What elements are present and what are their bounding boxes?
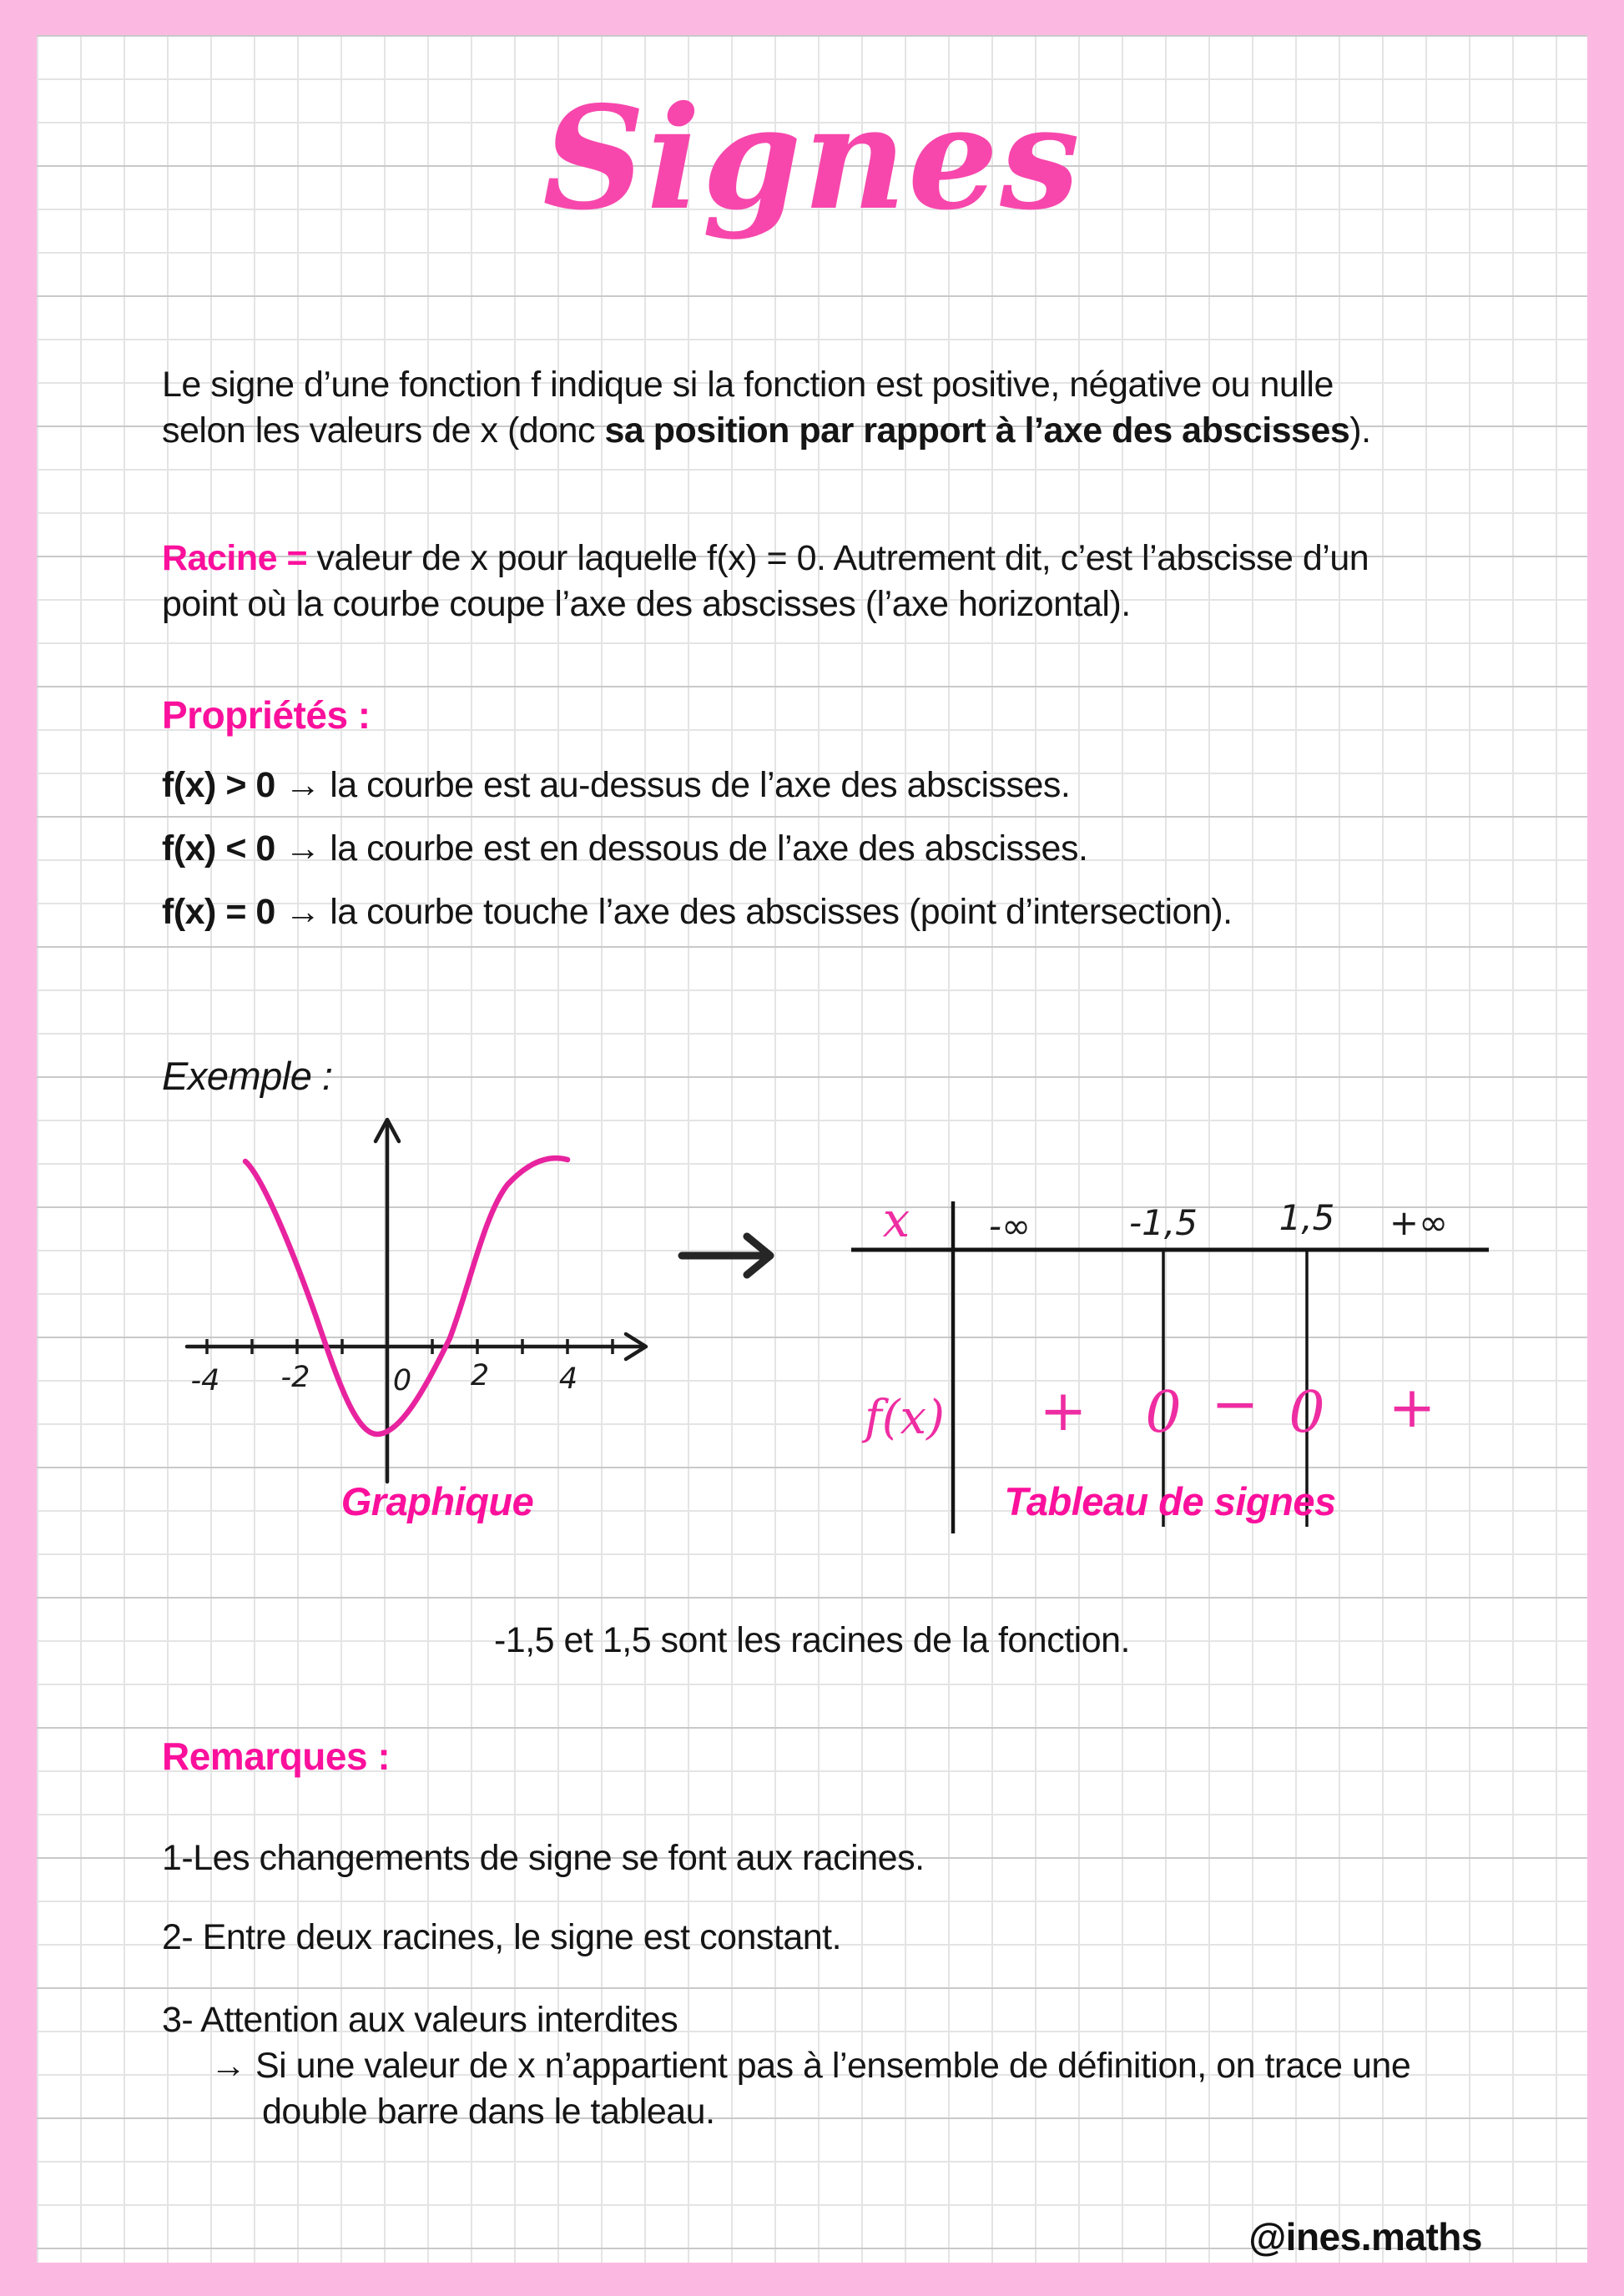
propriete-head: f(x) = 0 (162, 892, 275, 932)
sign-cell: + (1039, 1378, 1087, 1444)
table-caption: Tableau de signes (1004, 1479, 1336, 1523)
table-x-header: x (882, 1191, 910, 1248)
intro-paragraph (162, 362, 1564, 454)
remark-item-3 (162, 1997, 1564, 2135)
sign-cell: − (1211, 1372, 1259, 1438)
propriete-head: f(x) > 0 (162, 765, 275, 805)
table-signs (1040, 1372, 1436, 1446)
bound-label: -∞ (988, 1206, 1031, 1246)
intro-line-2-pre: selon les valeurs de x (donc (162, 410, 605, 451)
racine-line-1-rest: valeur de x pour laquelle f(x) = 0. Autrement dit, c’est l’abscisse d’un (307, 538, 1369, 578)
propriete-body: → la courbe est en dessous de l’axe des abscisses. (275, 828, 1088, 869)
sign-cell: + (1388, 1375, 1436, 1441)
intro-line-2 (162, 408, 1564, 454)
propriete-head: f(x) < 0 (162, 828, 275, 869)
racine-paragraph (162, 536, 1564, 627)
sign-cell: 0 (1289, 1380, 1325, 1446)
table-bounds (989, 1197, 1448, 1246)
tick-label: 0 (392, 1364, 412, 1397)
propriete-body: → la courbe touche l’axe des abscisses (point d’intersection). (275, 892, 1233, 932)
x-tick-labels (191, 1359, 578, 1397)
intro-line-2-post: ). (1349, 410, 1371, 451)
tick-label: 2 (470, 1359, 490, 1392)
propriete-item (162, 763, 1564, 808)
bound-label: 1,5 (1279, 1197, 1335, 1238)
racine-line-1 (162, 536, 1564, 582)
table-fx-header: f(x) (864, 1391, 946, 1445)
propriete-item (162, 827, 1564, 871)
intro-line-2-bold: sa position par rapport à l’axe des abscisses (604, 410, 1350, 451)
sign-cell: 0 (1145, 1380, 1182, 1446)
propriete-item (162, 890, 1564, 934)
remark-3-line: 3- Attention aux valeurs interdites (162, 2000, 678, 2040)
function-graph (162, 1096, 713, 1530)
propriete-body: → la courbe est au-dessus de l’axe des abscisses. (275, 765, 1071, 805)
roots-note: -1,5 et 1,5 sont les racines de la fonction. (493, 1620, 1130, 1660)
bound-label: +∞ (1389, 1202, 1449, 1243)
racine-line-2: point où la courbe coupe l’axe des abscisses (l’axe horizontal). (162, 584, 1131, 624)
remarques-heading: Remarques : (162, 1735, 391, 1778)
proprietes-heading: Propriétés : (162, 693, 371, 737)
remark-item-1: 1-Les changements de signe se font aux racines. (162, 1838, 925, 1878)
page-title: Signes (542, 75, 1082, 242)
tick-label: -2 (280, 1361, 310, 1394)
graph-caption: Graphique (340, 1479, 534, 1523)
x-axis (187, 1334, 646, 1359)
remark-item-2: 2- Entre deux racines, le signe est constant. (162, 1917, 842, 1957)
bound-label: -1,5 (1129, 1202, 1198, 1243)
grid-paper (37, 35, 1587, 2263)
tick-label: -4 (190, 1364, 220, 1397)
proprietes-list (162, 763, 1564, 954)
intro-line-1: Le signe d’une fonction f indique si la fonction est positive, négative ou nulle (162, 365, 1334, 405)
exemple-label: Exemple : (162, 1054, 333, 1098)
right-arrow-icon (675, 1230, 792, 1280)
tick-label: 4 (558, 1362, 578, 1396)
remark-3-sub-1: → Si une valeur de x n’appartient pas à l’ensemble de définition, on trace une (210, 2046, 1411, 2086)
racine-term: Racine = (162, 538, 308, 578)
remark-3-sub-2: double barre dans le tableau. (262, 2092, 715, 2132)
author-handle: @ines.maths (1248, 2215, 1482, 2258)
